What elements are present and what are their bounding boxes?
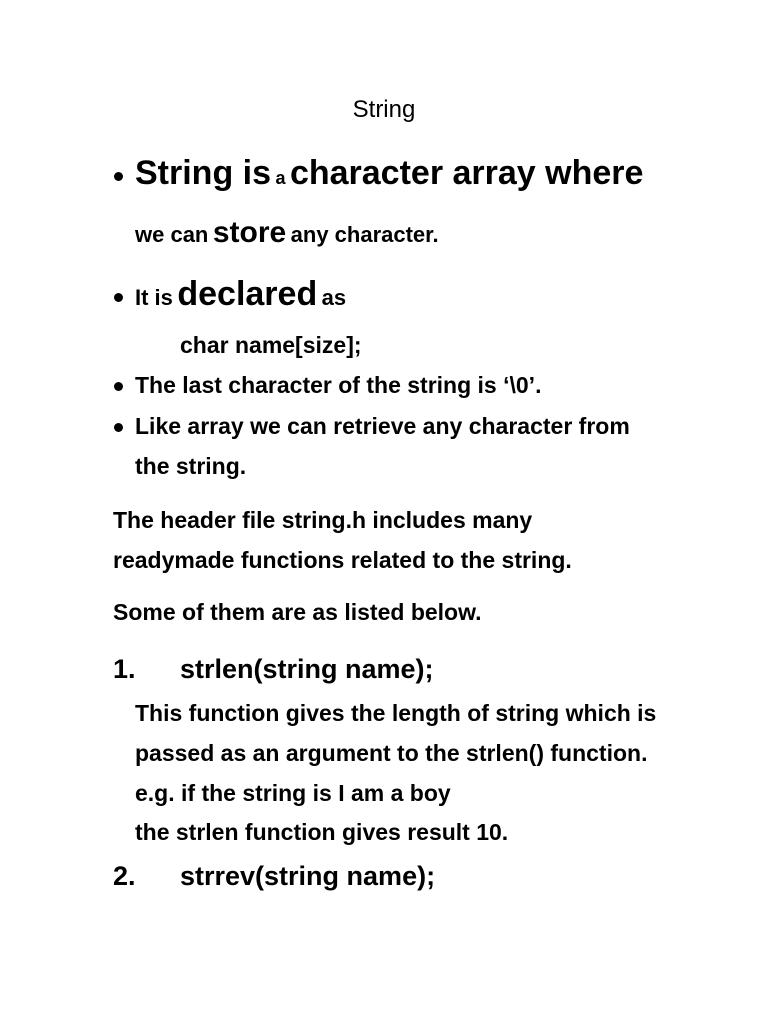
- bullet-text: store: [212, 216, 287, 249]
- bullet-string-definition: [135, 154, 643, 193]
- item-heading-strrev: strrev(string name);: [180, 861, 436, 891]
- paragraph-header-file-line2: readymade functions related to the string.: [113, 547, 572, 573]
- bullet-last-character: The last character of the string is ‘\0’.: [135, 372, 542, 398]
- paragraph-listed-below: Some of them are as listed below.: [113, 599, 482, 625]
- item-description-line: the strlen function gives result 10.: [135, 819, 509, 845]
- bullet-declaration: [135, 275, 346, 314]
- bullet-text: character array where: [289, 154, 644, 192]
- bullet-retrieve-line1: Like array we can retrieve any character from: [135, 413, 630, 439]
- bullet-text: we can: [135, 222, 209, 247]
- bullet-dot: [114, 293, 123, 302]
- bullet-text: any character.: [290, 222, 439, 247]
- bullet-text: It is: [135, 285, 173, 310]
- item-number: 2.: [113, 861, 136, 891]
- item-number: 1.: [113, 654, 136, 684]
- item-description-line: e.g. if the string is I am a boy: [135, 780, 451, 806]
- item-description-line: passed as an argument to the strlen() function.: [135, 740, 648, 766]
- bullet-retrieve-line2: the string.: [135, 453, 247, 479]
- paragraph-header-file-line1: The header file string.h includes many: [113, 507, 533, 533]
- bullet-text: String is: [135, 154, 272, 192]
- bullet-dot: [114, 382, 123, 391]
- bullet-string-definition-continued: [135, 216, 439, 250]
- bullet-dot: [114, 423, 123, 432]
- item-description-line: This function gives the length of string which is: [135, 700, 657, 726]
- bullet-text: as: [321, 285, 347, 310]
- item-heading-strlen: strlen(string name);: [180, 654, 434, 684]
- bullet-dot: [114, 172, 123, 181]
- document-title: String: [352, 96, 416, 123]
- declaration-code: char name[size];: [180, 332, 362, 358]
- bullet-text: declared: [177, 275, 318, 313]
- bullet-text: a: [275, 168, 286, 188]
